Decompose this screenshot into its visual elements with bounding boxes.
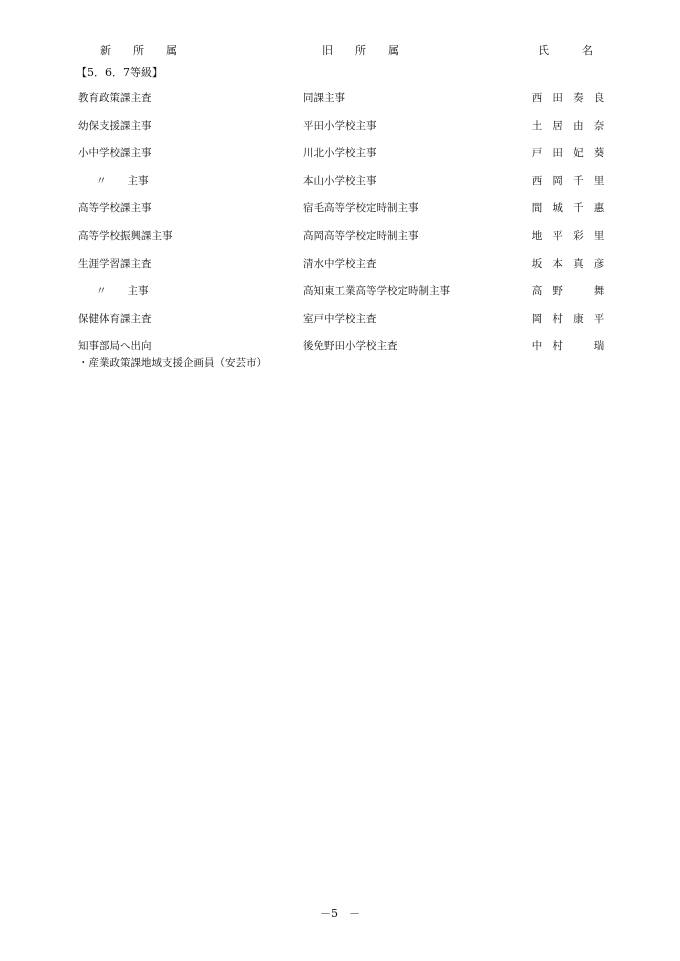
- person-name: [531, 338, 605, 353]
- old-affiliation: 川北小学校主事: [303, 147, 377, 160]
- name-character: 居: [552, 119, 563, 132]
- table-row: [0, 200, 680, 228]
- name-character: 田: [552, 92, 563, 104]
- table-row: [0, 228, 680, 256]
- header-old-affiliation: 旧 所 属: [322, 44, 399, 57]
- person-name: [531, 283, 605, 298]
- name-character: 千: [573, 174, 584, 187]
- new-affiliation: 小中学校課主事: [78, 147, 152, 160]
- name-character: 中: [531, 340, 543, 353]
- name-character: 奏: [573, 92, 584, 104]
- header-name: 氏 名: [538, 44, 593, 57]
- header-new-affiliation: 新 所 属: [100, 44, 177, 57]
- assignment-note: ・産業政策課地域支援企画員（安芸市）: [78, 357, 267, 369]
- name-character: [572, 338, 584, 353]
- old-affiliation: 平田小学校主事: [303, 119, 377, 132]
- new-affiliation: 保健体育課主査: [78, 312, 152, 325]
- grade-label: 【5．6．7等級】: [76, 66, 163, 79]
- name-character: 彩: [573, 229, 584, 242]
- new-affiliation: 〃 主事: [96, 285, 149, 298]
- name-character: 本: [552, 257, 563, 270]
- name-character: 岡: [531, 312, 543, 325]
- table-row: [0, 256, 680, 284]
- new-affiliation: 教育政策課主査: [78, 92, 152, 104]
- new-affiliation: 高等学校振興課主事: [78, 229, 173, 242]
- name-character: 村: [552, 312, 563, 325]
- person-name: [531, 90, 605, 105]
- name-character: 良: [593, 92, 605, 104]
- person-name: [531, 200, 605, 215]
- new-affiliation: 知事部局へ出向: [78, 340, 152, 353]
- person-name: [531, 228, 605, 243]
- name-character: 地: [531, 229, 543, 242]
- old-affiliation: 宿毛高等学校定時制主事: [303, 202, 419, 215]
- name-character: 平: [593, 312, 605, 325]
- name-character: 土: [531, 119, 543, 132]
- name-character: 由: [573, 119, 584, 132]
- name-character: [572, 283, 584, 298]
- name-character: 高: [531, 285, 543, 298]
- old-affiliation: 室戸中学校主査: [303, 312, 377, 325]
- old-affiliation: 高岡高等学校定時制主事: [303, 229, 419, 242]
- page-number: －5 －: [320, 907, 360, 920]
- old-affiliation: 清水中学校主査: [303, 257, 377, 270]
- name-character: 城: [552, 202, 563, 215]
- old-affiliation: 本山小学校主事: [303, 174, 377, 187]
- name-character: 奈: [593, 119, 605, 132]
- name-character: 間: [531, 202, 543, 215]
- old-affiliation: 同課主事: [303, 92, 345, 104]
- name-character: 惠: [593, 202, 605, 215]
- name-character: 岡: [552, 174, 563, 187]
- person-name: [531, 256, 605, 271]
- table-row: [0, 283, 680, 311]
- name-character: 戸: [531, 147, 543, 160]
- new-affiliation: 幼保支援課主事: [78, 119, 152, 132]
- name-character: 西: [531, 174, 543, 187]
- person-name: [531, 173, 605, 188]
- person-name: [531, 118, 605, 133]
- name-character: 平: [552, 229, 563, 242]
- name-character: 坂: [531, 257, 543, 270]
- name-character: 村: [552, 340, 563, 353]
- person-name: [531, 311, 605, 326]
- name-character: 西: [531, 92, 543, 104]
- personnel-list: [0, 90, 680, 366]
- name-character: 妃: [573, 147, 584, 160]
- name-character: 千: [573, 202, 584, 215]
- name-character: 瑞: [593, 340, 605, 353]
- old-affiliation: 高知東工業高等学校定時制主事: [303, 285, 450, 298]
- name-character: 里: [593, 174, 605, 187]
- table-row: [0, 118, 680, 146]
- table-row: [0, 90, 680, 118]
- new-affiliation: 〃 主事: [96, 174, 149, 187]
- name-character: 彦: [593, 257, 605, 270]
- table-row: [0, 145, 680, 173]
- table-row: [0, 311, 680, 339]
- person-name: [531, 145, 605, 160]
- name-character: 里: [593, 229, 605, 242]
- name-character: 舞: [593, 285, 605, 298]
- new-affiliation: 高等学校課主事: [78, 202, 152, 215]
- new-affiliation: 生涯学習課主査: [78, 257, 152, 270]
- name-character: 真: [573, 257, 584, 270]
- table-row: [0, 173, 680, 201]
- name-character: 野: [552, 285, 563, 298]
- name-character: 葵: [593, 147, 605, 160]
- name-character: 田: [552, 147, 563, 160]
- old-affiliation: 後免野田小学校主査: [303, 340, 398, 353]
- name-character: 康: [573, 312, 584, 325]
